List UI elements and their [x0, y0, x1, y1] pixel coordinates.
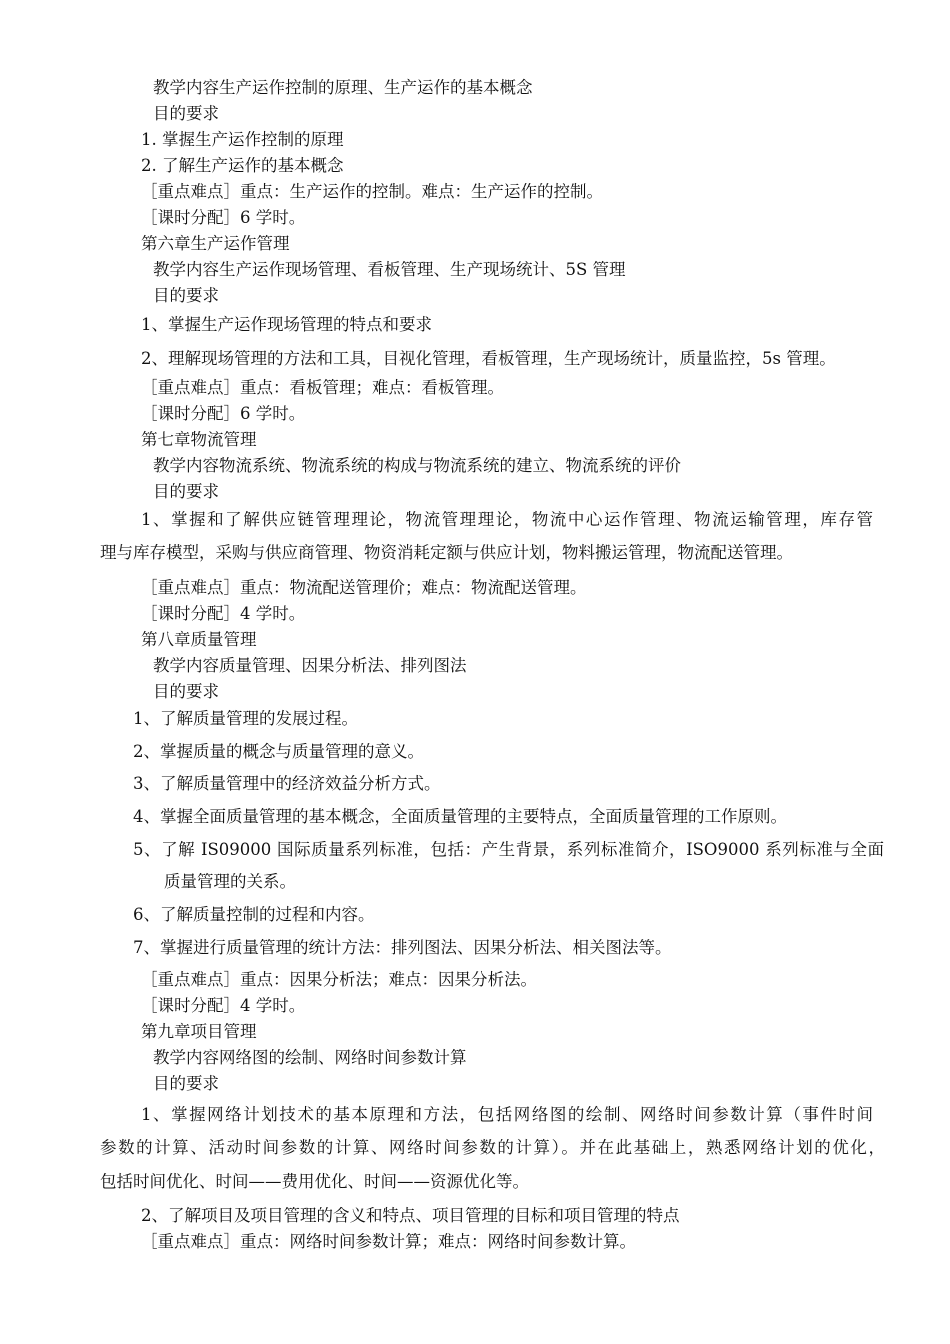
- text-line: 教学内容物流系统、物流系统的构成与物流系统的建立、物流系统的评价: [153, 456, 681, 475]
- text-line: ［重点难点］重点：生产运作的控制。难点：生产运作的控制。: [141, 182, 603, 201]
- text-line: 目的要求: [153, 482, 219, 501]
- text-line: ［重点难点］重点：看板管理；难点：看板管理。: [141, 378, 504, 397]
- text-line: 目的要求: [153, 104, 219, 123]
- text-line: 2、理解现场管理的方法和工具，目视化管理，看板管理，生产现场统计，质量监控，5s 管理。: [141, 349, 836, 368]
- list-item: 3、了解质量管理中的经济效益分析方式。: [133, 774, 441, 793]
- list-item: 4、掌握全面质量管理的基本概念，全面质量管理的主要特点，全面质量管理的工作原则。: [133, 807, 787, 826]
- list-item: 2、掌握质量的概念与质量管理的意义。: [133, 742, 424, 761]
- chapter-heading: 第七章物流管理: [141, 430, 257, 449]
- list-item: 7、掌握进行质量管理的统计方法：排列图法、因果分析法、相关图法等。: [133, 938, 672, 957]
- text-line: 1. 掌握生产运作控制的原理: [141, 130, 344, 149]
- text-line: ［课时分配］4 学时。: [141, 604, 306, 623]
- chapter-heading: 第八章质量管理: [141, 630, 257, 649]
- text-line: 参数的计算、活动时间参数的计算、网络时间参数的计算）。并在此基础上，熟悉网络计划的优化，: [100, 1138, 885, 1157]
- text-line: 1、掌握网络计划技术的基本原理和方法，包括网络图的绘制、网络时间参数计算（事件时间: [141, 1105, 873, 1124]
- text-line: ［重点难点］重点：物流配送管理价；难点：物流配送管理。: [141, 578, 587, 597]
- chapter-heading: 第九章项目管理: [141, 1022, 257, 1041]
- text-line: 理与库存模型，采购与供应商管理、物资消耗定额与供应计划，物料搬运管理，物流配送管理。: [100, 543, 793, 562]
- text-line: 包括时间优化、时间——费用优化、时间——资源优化等。: [100, 1172, 529, 1191]
- text-line: ［课时分配］6 学时。: [141, 208, 306, 227]
- text-line: 2、了解项目及项目管理的含义和特点、项目管理的目标和项目管理的特点: [141, 1206, 680, 1225]
- list-item: 1、了解质量管理的发展过程。: [133, 709, 358, 728]
- text-line: 教学内容生产运作现场管理、看板管理、生产现场统计、5S 管理: [153, 260, 626, 279]
- text-line: ［课时分配］6 学时。: [141, 404, 306, 423]
- text-line: 1、掌握生产运作现场管理的特点和要求: [141, 315, 432, 334]
- text-line: 目的要求: [153, 682, 219, 701]
- list-item: 6、了解质量控制的过程和内容。: [133, 905, 375, 924]
- text-line: 教学内容生产运作控制的原理、生产运作的基本概念: [153, 78, 533, 97]
- text-line: ［重点难点］重点：因果分析法；难点：因果分析法。: [141, 970, 537, 989]
- text-line: 目的要求: [153, 286, 219, 305]
- text-line: 2. 了解生产运作的基本概念: [141, 156, 344, 175]
- list-item-continuation: 质量管理的关系。: [164, 872, 296, 891]
- text-line: 目的要求: [153, 1074, 219, 1093]
- text-line: 教学内容网络图的绘制、网络时间参数计算: [153, 1048, 467, 1067]
- text-line: 教学内容质量管理、因果分析法、排列图法: [153, 656, 467, 675]
- text-line: 1、掌握和了解供应链管理理论，物流管理理论，物流中心运作管理、物流运输管理，库存管: [141, 510, 873, 529]
- chapter-heading: 第六章生产运作管理: [141, 234, 290, 253]
- text-line: ［重点难点］重点：网络时间参数计算；难点：网络时间参数计算。: [141, 1232, 636, 1251]
- text-line: ［课时分配］4 学时。: [141, 996, 306, 1015]
- list-item: 5、了解 IS09000 国际质量系列标准，包括：产生背景，系列标准简介，ISO9000 系列标准与全面: [133, 840, 884, 859]
